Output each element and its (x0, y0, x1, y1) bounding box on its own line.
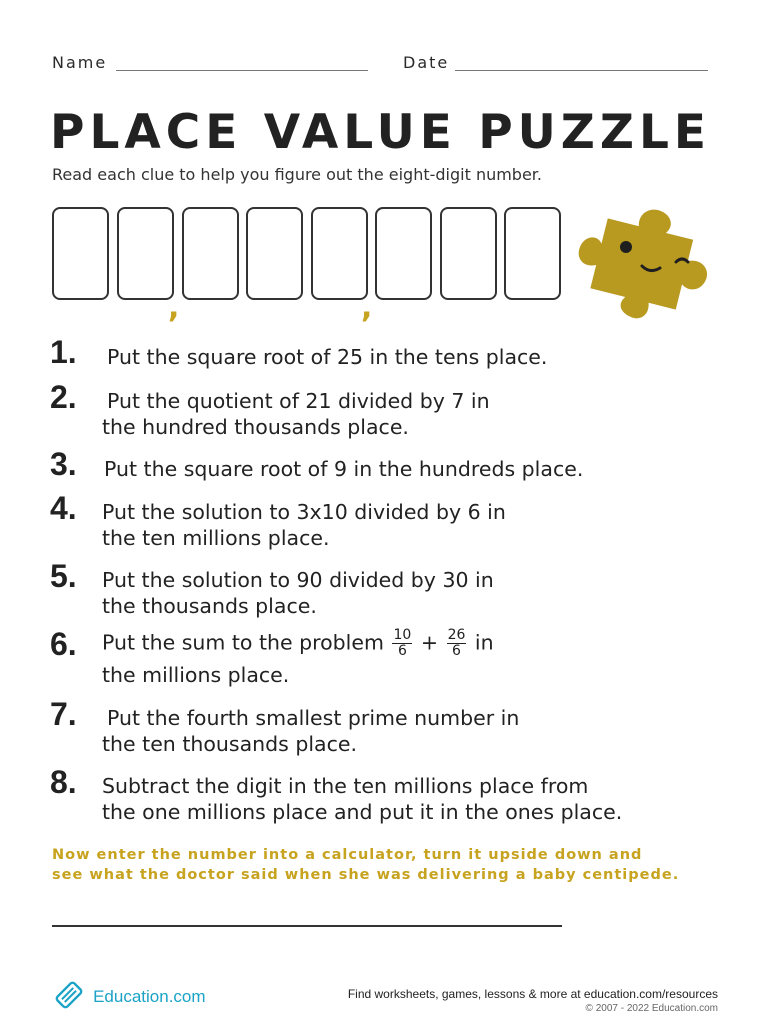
digit-box-hundreds[interactable] (375, 207, 432, 300)
digit-box-ten-millions[interactable] (52, 207, 109, 300)
clue-number: 4. (50, 490, 77, 526)
fraction-denominator: 6 (397, 643, 407, 659)
clue-line: Put the solution to 90 divided by 30 in (102, 568, 494, 592)
clue-line: in (474, 630, 494, 655)
comma-thousands: , (361, 290, 373, 325)
clue-line: Put the square root of 9 in the hundreds place. (104, 457, 584, 481)
copyright-text: © 2007 - 2022 Education.com (585, 1003, 718, 1014)
clue-line-with-fractions (102, 628, 494, 659)
answer-line[interactable] (52, 925, 562, 927)
fraction-twenty-six-sixths (447, 628, 467, 659)
clue-number: 3. (50, 446, 77, 482)
date-field[interactable] (455, 70, 708, 71)
clue-line: the hundred thousands place. (102, 415, 409, 439)
instructions-text: Read each clue to help you figure out the eight-digit number. (52, 165, 542, 184)
digit-box-ones[interactable] (504, 207, 561, 300)
clue-number: 1. (50, 334, 77, 370)
clue-line: Put the square root of 25 in the tens place. (107, 345, 548, 369)
clue-line: Put the solution to 3x10 divided by 6 in (102, 500, 506, 524)
clue-line: Put the fourth smallest prime number in (107, 706, 520, 730)
puzzle-piece-icon (568, 202, 733, 331)
logo-text: Education.com (93, 987, 206, 1006)
clue-line: Put the quotient of 21 divided by 7 in (107, 389, 490, 413)
name-label: Name (52, 53, 108, 72)
riddle-line: see what the doctor said when she was delivering a baby centipede. (52, 867, 680, 883)
digit-box-hundred-thousands[interactable] (182, 207, 239, 300)
name-field[interactable] (116, 70, 368, 71)
clue-number: 8. (50, 764, 77, 800)
education-logo-icon (52, 978, 86, 1016)
clue-line: the millions place. (102, 663, 290, 687)
clue-line: the ten millions place. (102, 526, 330, 550)
clue-number: 5. (50, 558, 77, 594)
clue-line: the thousands place. (102, 594, 317, 618)
fraction-denominator: 6 (452, 643, 461, 659)
digit-box-ten-thousands[interactable] (246, 207, 303, 300)
clue-line: Put the sum to the problem (102, 630, 384, 655)
comma-millions: , (168, 290, 180, 325)
fraction-numerator: 26 (447, 627, 466, 643)
fraction-numerator: 10 (393, 627, 412, 643)
clue-line: the one millions place and put it in the ones place. (102, 800, 623, 824)
clue-number: 2. (50, 379, 77, 415)
clue-number: 7. (50, 696, 77, 732)
digit-box-tens[interactable] (440, 207, 497, 300)
clue-line: the ten thousands place. (102, 732, 357, 756)
digit-box-millions[interactable] (117, 207, 174, 300)
fraction-ten-sixths (392, 628, 412, 659)
riddle-line: Now enter the number into a calculator, turn it upside down and (52, 847, 643, 863)
clue-number: 6. (50, 626, 77, 662)
digit-box-thousands[interactable] (311, 207, 368, 300)
page-title: PLACE VALUE PUZZLE (50, 105, 712, 160)
date-label: Date (403, 53, 450, 72)
education-logo[interactable] (52, 978, 206, 1016)
footer-info (348, 987, 718, 1014)
clue-line: Subtract the digit in the ten millions place from (102, 774, 589, 798)
plus-sign: + (420, 630, 439, 655)
riddle-text (52, 845, 679, 885)
resources-link[interactable]: Find worksheets, games, lessons & more at education.com/resources (347, 987, 718, 1001)
